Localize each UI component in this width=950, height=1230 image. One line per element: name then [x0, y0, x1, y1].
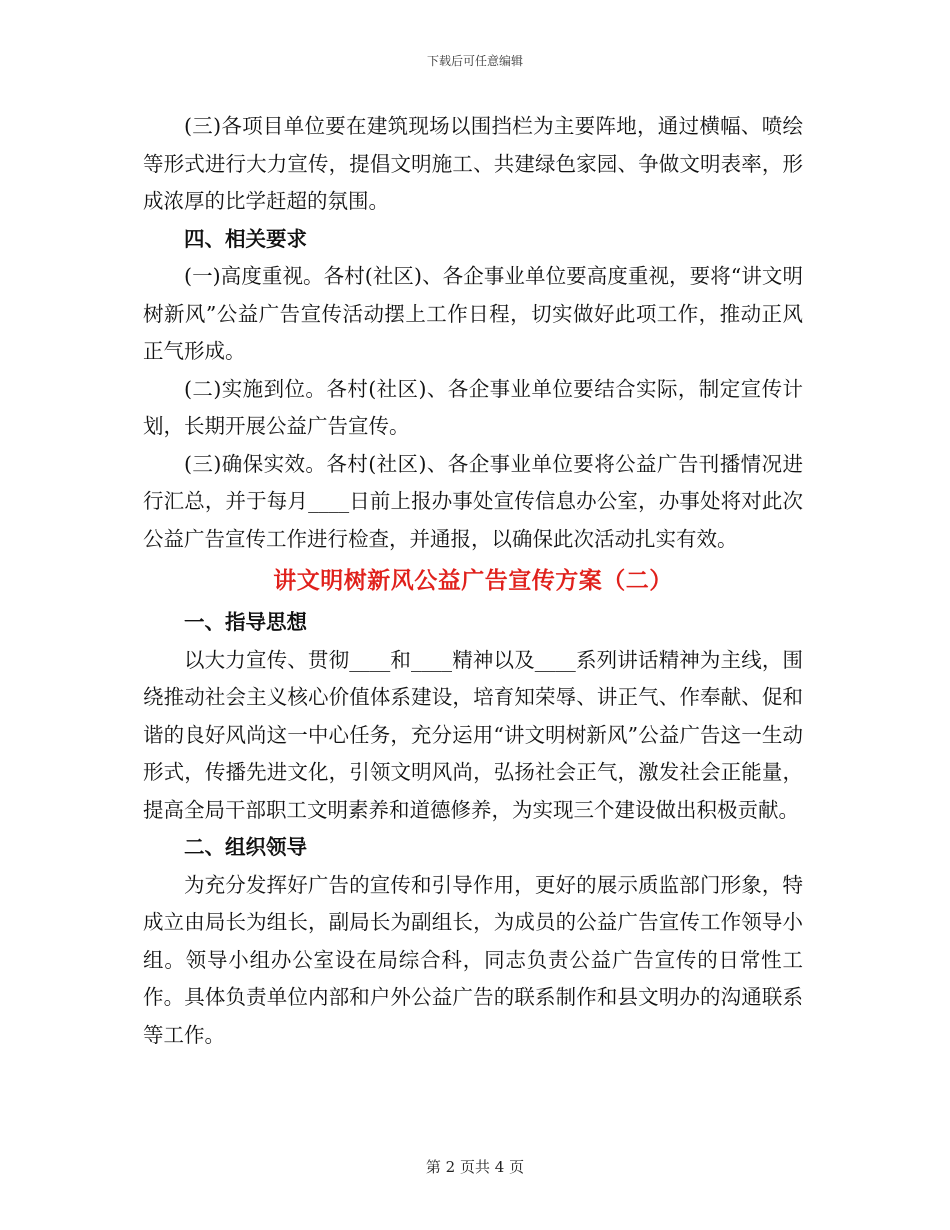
- paragraph-requirement-3: (三)确保实效。各村(社区)、各企事业单位要将公益广告刊播情况进行汇总，并于每月____日前上报办事处宣传信息办公室，办事处将对此次公益广告宣传工作进行检查，并通报，以确保此次活动扎实有效。: [143, 451, 803, 551]
- document-body: [143, 108, 803, 1054]
- section-heading-organization: 二、组织领导: [184, 835, 307, 859]
- section-heading-guiding-thought: 一、指导思想: [184, 610, 307, 634]
- paragraph-requirement-2: (二)实施到位。各村(社区)、各企事业单位要结合实际，制定宣传计划，长期开展公益广告宣传。: [143, 376, 803, 438]
- paragraph-requirement-1: (一)高度重视。各村(社区)、各企事业单位要高度重视，要将“讲文明树新风”公益广告宣传活动摆上工作日程，切实做好此项工作，推动正风正气形成。: [143, 264, 803, 363]
- page-header: 下载后可任意编辑: [426, 54, 523, 68]
- page-footer: 第 2 页共 4 页: [425, 1158, 525, 1176]
- paragraph-item-3: (三)各项目单位要在建筑现场以围挡栏为主要阵地，通过横幅、喷绘等形式进行大力宣传，提倡文明施工、共建绿色家园、争做文明表率，形成浓厚的比学赶超的氛围。: [143, 114, 803, 213]
- paragraph-guiding-thought: 以大力宣传、贯彻____和____精神以及____系列讲话精神为主线，围绕推动社会主义核心价值体系建设，培育知荣辱、讲正气、作奉献、促和谐的良好风尚这一中心任务，充分运用“讲文明树新风”公益广告这一生动形式，传播先进文化，引领文明风尚，弘扬社会正气，激发社会正能量，提高全局干部职工文明素养和道德修养，为实现三个建设做出积极贡献。: [143, 647, 803, 822]
- paragraph-organization: 为充分发挥好广告的宣传和引导作用，更好的展示质监部门形象，特成立由局长为组长，副局长为副组长，为成员的公益广告宣传工作领导小组。领导小组办公室设在局综合科，同志负责公益广告宣传的日常性工作。具体负责单位内部和户外公益广告的联系制作和县文明办的沟通联系等工作。: [143, 872, 803, 1047]
- section-heading-requirements: 四、相关要求: [184, 226, 307, 251]
- document-title: 讲文明树新风公益广告宣传方案（二）: [273, 567, 673, 594]
